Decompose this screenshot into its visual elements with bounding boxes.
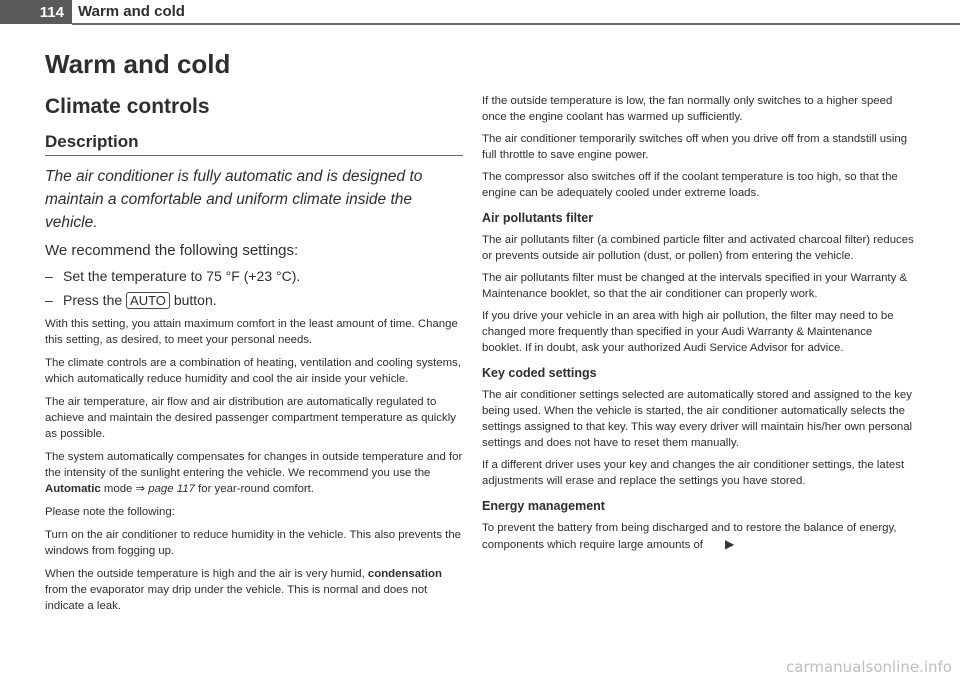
page-reference-link[interactable]: ⇒ page 117	[135, 483, 195, 495]
body-text: from the evaporator may drip under the vehicle. This is normal and does not indicate a leak.	[45, 584, 428, 612]
step-dash: –	[45, 292, 53, 308]
body-paragraph: With this setting, you attain maximum comfort in the least amount of time. Change this setting, as desired, to meet your personal needs.	[45, 318, 458, 346]
right-column	[482, 93, 914, 553]
body-text: mode	[103, 483, 133, 495]
body-paragraph	[45, 566, 465, 614]
recommend-paragraph: We recommend the following settings:	[45, 242, 299, 259]
body-text: The system automatically compensates for changes in outside temperature and for the intensity of the sunlight entering the vehicle. We recommend you use the	[45, 451, 463, 479]
body-paragraph: Turn on the air conditioner to reduce humidity in the vehicle. This also prevents the windows from fogging up.	[45, 529, 461, 557]
continue-arrow-icon: ▶	[724, 537, 735, 551]
subsection-heading	[45, 132, 463, 156]
left-column	[45, 48, 465, 614]
subsection-title: Description	[45, 132, 139, 151]
intro-paragraph: The air conditioner is fully automatic and is designed to maintain a comfortable and uniform climate inside the vehicle.	[45, 168, 423, 231]
body-text: To prevent the battery from being discharged and to restore the balance of energy, components which require large amounts of	[482, 522, 897, 551]
body-paragraph: If the outside temperature is low, the fan normally only switches to a higher speed once the engine coolant has warmed up sufficiently.	[482, 95, 893, 123]
running-title: Warm and cold	[78, 3, 185, 20]
key-coded-heading: Key coded settings	[482, 366, 597, 380]
watermark: carmanualsonline.info	[786, 658, 952, 676]
step-item	[45, 291, 465, 309]
step-dash: –	[45, 268, 53, 284]
chapter-title: Warm and cold	[45, 49, 231, 79]
step-item	[45, 267, 465, 285]
page-header	[0, 0, 960, 32]
section-title: Climate controls	[45, 95, 210, 118]
body-text: When the outside temperature is high and the air is very humid,	[45, 568, 365, 580]
automatic-term: Automatic	[45, 483, 101, 495]
auto-button-key: AUTO	[126, 292, 170, 309]
page-number: 114	[0, 0, 72, 24]
body-paragraph: The compressor also switches off if the coolant temperature is too high, so that the engine can be adequately cooled under extreme loads.	[482, 171, 898, 199]
body-paragraph: The climate controls are a combination of heating, ventilation and cooling systems, which automatically reduce humidity and cool the air inside your vehicle.	[45, 357, 461, 385]
body-paragraph: The air temperature, air flow and air distribution are automatically regulated to achieve and maintain the desired passenger compartment temperature as quickly as possible.	[45, 396, 456, 440]
step-text: Set the temperature to 75 °F (+23 °C).	[63, 268, 301, 284]
body-paragraph: If you drive your vehicle in an area with high air pollution, the filter may need to be changed more frequently than specified in your Audi Warranty & Maintenance booklet. If in doubt, ask your authorized Audi Service Advisor for advice.	[482, 310, 894, 354]
body-paragraph: The air pollutants filter must be changed at the intervals specified in your Warranty & Maintenance booklet, so that the air conditioner can properly work.	[482, 272, 908, 300]
body-paragraph: Please note the following:	[45, 506, 175, 518]
body-paragraph: The air conditioner settings selected are automatically stored and assigned to the key being used. When the vehicle is started, the air conditioner automatically selects the settings assigned to that key. This way every driver will maintain his/her own personal settings and does not have to reset them manually.	[482, 389, 913, 449]
body-text: for year-round comfort.	[198, 483, 314, 495]
body-paragraph: The air pollutants filter (a combined particle filter and activated charcoal filter) reduces or prevents outside air pollution (dust, or pollen) from entering the vehicle.	[482, 234, 914, 262]
condensation-term: condensation	[367, 568, 442, 580]
body-paragraph: If a different driver uses your key and changes the air conditioner settings, the latest adjustments will erase and replace the settings you have stored.	[482, 459, 905, 487]
step-text: button.	[173, 292, 217, 308]
air-filter-heading: Air pollutants filter	[482, 211, 594, 225]
body-paragraph	[45, 449, 465, 497]
body-paragraph: The air conditioner temporarily switches off when you drive off from a standstill using full throttle to save engine power.	[482, 133, 908, 161]
header-rule	[72, 23, 960, 25]
step-text: Press the	[63, 292, 123, 308]
energy-heading: Energy management	[482, 499, 605, 513]
body-paragraph	[482, 520, 914, 553]
